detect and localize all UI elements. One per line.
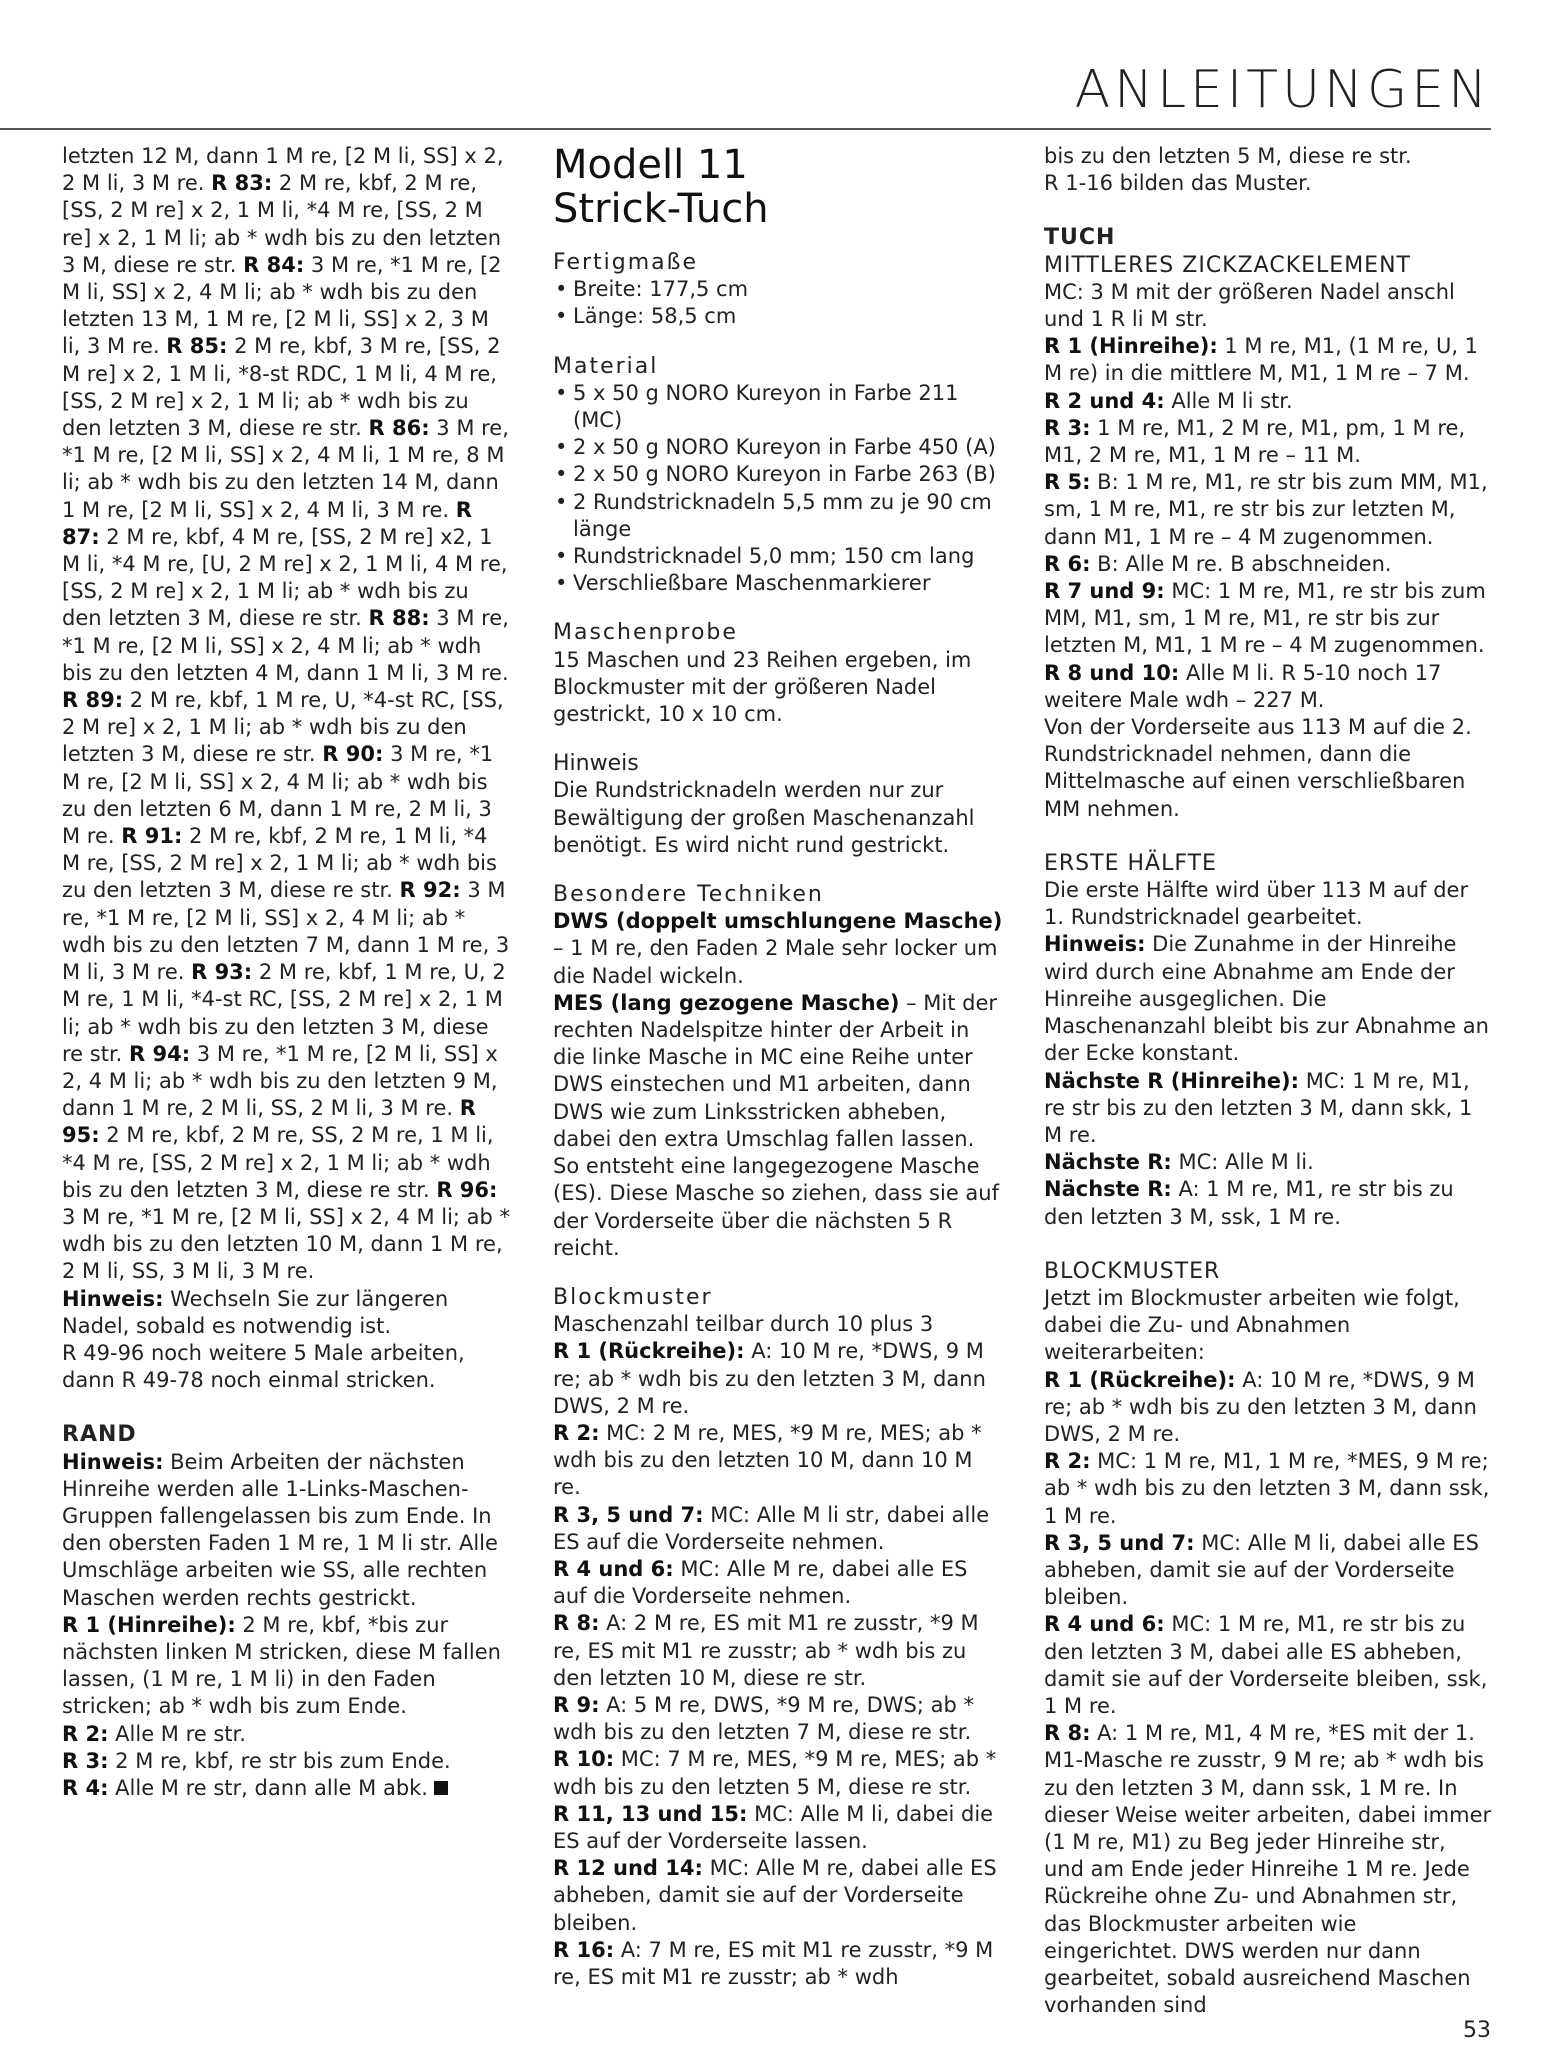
paragraph: Die erste Hälfte wird über 113 M auf der 1. Rundstricknadel gearbeitet.: [1044, 878, 1469, 930]
bold-label: R 90:: [322, 742, 384, 767]
paragraph: [1044, 333, 1492, 387]
bold-label: Nächste R:: [1044, 1177, 1172, 1202]
list-item: • 2 x 50 g NORO Kureyon in Farbe 450 (A): [553, 434, 1006, 461]
bold-label: MES (lang gezogene Masche): [553, 990, 900, 1015]
bold-label: R 11, 13 und 15:: [553, 1801, 748, 1826]
model-title-line-2: Strick-Tuch: [553, 186, 769, 232]
text-run: MC: 7 M re, MES, *9 M re, MES; ab * wdh bis zu den letzten 5 M, diese re str.: [553, 1747, 997, 1799]
bold-label: R 2:: [553, 1420, 600, 1445]
section-subheading: MITTLERES ZICKZACKELEMENT: [1044, 252, 1411, 278]
paragraph-end: [62, 1775, 512, 1802]
list-item: • Länge: 58,5 cm: [553, 303, 1006, 330]
paragraph: MC: 3 M mit der größeren Nadel anschl und 1 R li M str.: [1044, 279, 1455, 332]
text-run: 1 M re, M1, 2 M re, M1, pm, 1 M re, M1, 2 M re, M1, 1 M re – 11 M.: [1044, 415, 1466, 468]
bold-label: R 7 und 9:: [1044, 579, 1165, 604]
paragraph-text: [62, 1776, 428, 1800]
text-run: MC: 1 M re, M1, 1 M re, *MES, 9 M re; ab * wdh bis zu den letzten 3 M, dann ssk, 1 M re.: [1044, 1449, 1490, 1528]
text-run: Alle M re str.: [108, 1721, 246, 1746]
bold-label: R 85:: [166, 334, 228, 359]
text-run: – Mit der rechten Nadelspitze hinter der Arbeit in die linke Masche in MC eine Reihe unter DWS einstechen und M1 arbeiten, dann DWS wie zum Linksstricken abheben, dabei den extra Umschlag fallen lassen. So entsteht eine langegezogene Masche (ES). Diese Masche so ziehen, dass sie auf der Vorderseite über die nächsten 5 R reicht.: [553, 990, 1000, 1260]
subheading: Blockmuster: [553, 1284, 713, 1310]
paragraph: [62, 1612, 512, 1721]
section-title: ANLEITUNGEN: [1074, 60, 1491, 120]
header-divider: [0, 128, 1491, 130]
text-run: B: 1 M re, M1, re str bis zum MM, M1, sm, 1 M re, M1, re str bis zur letzten M, dann M1, 1 M re – 4 M zugenommen.: [1044, 470, 1488, 549]
bold-label: Nächste R:: [1044, 1150, 1172, 1175]
section-heading: TUCH: [1044, 225, 1116, 251]
bold-label: R 4 und 6:: [553, 1556, 674, 1581]
subheading: Fertigmaße: [553, 250, 699, 275]
material-list: [553, 380, 1006, 598]
paragraph: [553, 1610, 1006, 1692]
text-run: 2 M re, kbf, 2 M re, [SS, 2 M re] x 2, 1 M li, *4 M re, [SS, 2 M re] x 2, 1 M li; ab * wdh bis zu den letzten 3 M, diese re str.: [62, 171, 502, 277]
column-2: [553, 143, 1006, 1991]
fertig-list: [553, 276, 1006, 330]
bold-label: R 95:: [62, 1096, 476, 1148]
bold-label: R 8 und 10:: [1044, 660, 1180, 685]
bold-label: R 88:: [368, 606, 430, 631]
text-run: 3 M re, *1 M re, [2 M li, SS] x 2, 4 M li; ab * wdh bis zu den letzten 10 M, dann 1 M re, 2 M li, SS, 3 M li, 3 M re.: [62, 1204, 511, 1284]
text-run: MC: Alle M li str, dabei alle ES auf die Vorderseite nehmen.: [553, 1502, 990, 1554]
text-run: MC: 1 M re, M1, re str bis zum MM, M1, sm, 1 M re, M1, re str bis zur letzten M, M1, 1 M re – 4 M zugenommen.: [1044, 579, 1486, 658]
text-run: MC: 2 M re, MES, *9 M re, MES; ab * wdh bis zu den letzten 10 M, dann 10 M re.: [553, 1420, 982, 1500]
paragraph: [553, 1746, 1006, 1800]
text-run: 3 M re, *1 M re, [2 M li, SS] x 2, 4 M li; ab * wdh bis zu den letzten 9 M, dann 1 M re, 2 M li, SS, 2 M li, 3 M re.: [62, 1041, 498, 1121]
bold-label: R 9:: [553, 1692, 600, 1717]
text-run: A: 2 M re, ES mit M1 re zusstr, *9 M re, ES mit M1 re zusstr; ab * wdh bis zu den letzten 10 M, diese re str.: [553, 1611, 979, 1690]
text-run: MC: Alle M re, dabei alle ES auf die Vorderseite nehmen.: [553, 1556, 968, 1609]
text-run: 3 M re, *1 M re, [2 M li, SS] x 2, 4 M li; ab * wdh bis zu den letzten 4 M, dann 1 M li, 3 M re.: [62, 606, 509, 685]
section-heading: BLOCKMUSTER: [1044, 1258, 1221, 1284]
end-square-icon: [434, 1781, 448, 1795]
bold-label: Nächste R (Hinreihe):: [1044, 1068, 1300, 1093]
bold-label: R 84:: [243, 252, 305, 277]
paragraph: 15 Maschen und 23 Reihen ergeben, im Blockmuster mit der größeren Nadel gestrickt, 10 x 10 cm.: [553, 647, 972, 727]
subheading: Hinweis: [553, 751, 639, 777]
text-run: A: 10 M re, *DWS, 9 M re; ab * wdh bis zu den letzten 3 M, dann DWS, 2 M re.: [1044, 1367, 1477, 1446]
paragraph: [553, 1801, 1006, 1855]
bold-label: DWS (doppelt umschlungene Masche): [553, 909, 1003, 934]
paragraph: Maschenzahl teilbar durch 10 plus 3: [553, 1312, 934, 1337]
text-run: MC: Alle M li.: [1171, 1150, 1314, 1175]
paragraph: Die Rundstricknadeln werden nur zur Bewältigung der großen Maschenanzahl benötigt. Es wird nicht rund gestrickt.: [553, 778, 975, 857]
bold-label: R 1 (Rückreihe):: [553, 1339, 745, 1364]
bold-label: R 2:: [1044, 1449, 1091, 1474]
text-run: 3 M re, *1 M re, [2 M li, SS] x 2, 4 M li; ab * wdh bis zu den letzten 7 M, dann 1 M re, 3 M li, 3 M re.: [62, 878, 510, 985]
paragraph: [1044, 660, 1492, 714]
bold-label: R 10:: [553, 1747, 615, 1772]
bold-label: Hinweis:: [1044, 932, 1146, 957]
bold-label: R 3:: [62, 1748, 109, 1773]
paragraph: [1044, 1149, 1492, 1176]
bold-label: Hinweis:: [62, 1449, 164, 1474]
list-item: • Breite: 177,5 cm: [553, 276, 1006, 303]
paragraph: [553, 908, 1006, 990]
subheading: Besondere Techniken: [553, 882, 824, 908]
bold-label: R 1 (Hinreihe):: [62, 1612, 236, 1637]
paragraph: [1044, 415, 1492, 469]
text-run: 2 M re, kbf, 4 M re, [SS, 2 M re] x2, 1 M li, *4 M re, [U, 2 M re] x 2, 1 M li, 4 M re, [SS, 2 M re] x 2, 1 M li; ab * wdh bis zu den letzten 3 M, diese re str.: [62, 524, 508, 631]
text-run: 2 M re, kbf, 1 M re, U, *4-st RC, [SS, 2 M re] x 2, 1 M li; ab * wdh bis zu den letzten 3 M, diese re str.: [62, 688, 504, 767]
text-run: A: 5 M re, DWS, *9 M re, DWS; ab * wdh bis zu den letzten 7 M, diese re str.: [553, 1692, 974, 1745]
bold-label: R 93:: [191, 960, 253, 985]
bold-label: R 96:: [436, 1177, 498, 1202]
text-run: A: 1 M re, M1, 4 M re, *ES mit der 1. M1-Masche re zusstr, 9 M re; ab * wdh bis zu den letzten 3 M, dann ssk, 1 M re. In dieser Weise weiter arbeiten, dabei immer (1 M re, M1) zu Beg jeder Hinreihe str, und am Ende jeder Hinreihe 1 M re. Jede Rückreihe ohne Zu- und Abnahmen str, das Blockmuster arbeiten wie eingerichtet. DWS werden nur dann gearbeitet, sobald ausreichend Maschen vorhanden sind: [1044, 1721, 1492, 2018]
model-title: [553, 143, 1006, 231]
paragraph: [1044, 578, 1492, 660]
text-run: MC: Alle M li, dabei die ES auf der Vorderseite lassen.: [553, 1801, 994, 1853]
paragraph: [553, 1556, 1006, 1610]
bold-label: R 92:: [399, 878, 461, 903]
bold-label: R 16:: [553, 1937, 615, 1962]
paragraph: [1044, 469, 1492, 551]
text-run: – 1 M re, den Faden 2 Male sehr locker um die Nadel wickeln.: [553, 936, 998, 988]
paragraph: [62, 143, 512, 687]
paragraph: [1044, 388, 1492, 415]
text-run: MC: Alle M li, dabei alle ES abheben, damit sie auf der Vorderseite bleiben.: [1044, 1530, 1479, 1610]
text-run: Beim Arbeiten der nächsten Hinreihe werden alle 1-Links-Maschen-Gruppen fallengelassen bis zum Ende. In den obersten Faden 1 M re, 1 M li str. Alle Umschläge arbeiten wie SS, alle rechten Maschen werden rechts gestrickt.: [62, 1449, 498, 1610]
paragraph: [1044, 1530, 1492, 1612]
paragraph: [553, 1937, 1006, 1991]
paragraph: bis zu den letzten 5 M, diese re str.: [1044, 144, 1412, 168]
text-run: Alle M li. R 5-10 noch 17 weitere Male wdh – 227 M.: [1044, 660, 1442, 712]
bold-label: R 91:: [121, 824, 183, 849]
text-run: MC: Alle M re, dabei alle ES abheben, damit sie auf der Vorderseite bleiben.: [553, 1856, 997, 1935]
bold-label: R 4 und 6:: [1044, 1612, 1165, 1637]
bold-label: R 3:: [1044, 415, 1091, 440]
text-run: A: 1 M re, M1, re str bis zu den letzten 3 M, ssk, 1 M re.: [1044, 1177, 1454, 1229]
bold-label: R 4:: [62, 1775, 109, 1800]
paragraph: [553, 1855, 1006, 1937]
text-run: 2 M re, kbf, re str bis zum Ende.: [108, 1748, 451, 1773]
list-item: • 2 x 50 g NORO Kureyon in Farbe 263 (B): [553, 461, 1006, 488]
text-run: 2 M re, kbf, 3 M re, [SS, 2 M re] x 2, 1 M li, *8-st RDC, 1 M li, 4 M re, [SS, 2 M re] x 2, 1 M li; ab * wdh bis zu den letzten 3 M, diese re str.: [62, 334, 501, 441]
bold-label: R 94:: [129, 1041, 191, 1066]
bold-label: R 5:: [1044, 470, 1091, 495]
section-heading: RAND: [62, 1422, 137, 1448]
paragraph: [62, 1449, 512, 1612]
bold-label: R 8:: [1044, 1721, 1091, 1746]
paragraph: [1044, 1367, 1492, 1449]
paragraph: R 49-96 noch weitere 5 Male arbeiten, dann R 49-78 noch einmal stricken.: [62, 1340, 465, 1393]
bold-label: R 3, 5 und 7:: [553, 1502, 704, 1527]
paragraph: [1044, 1448, 1492, 1530]
bold-label: R 89:: [62, 688, 124, 713]
list-item: • Verschließbare Maschenmarkierer: [553, 570, 1006, 597]
text-run: 2 M re, kbf, 2 M re, SS, 2 M re, 1 M li, *4 M re, [SS, 2 M re] x 2, 1 M li; ab * wdh bis zu den letzten 3 M, diese re str.: [62, 1123, 494, 1202]
paragraph: [62, 1721, 512, 1748]
bold-label: R 1 (Rückreihe):: [1044, 1367, 1236, 1392]
column-1: [62, 143, 512, 1802]
bold-label: R 6:: [1044, 551, 1091, 576]
paragraph: [553, 1338, 1006, 1420]
text-run: MC: 1 M re, M1, re str bis zu den letzten 3 M, dabei alle ES abheben, damit sie auf der Vorderseite bleiben, ssk, 1 M re.: [1044, 1612, 1488, 1718]
text-run: 2 M re, kbf, *bis zur nächsten linken M stricken, diese M fallen lassen, (1 M re, 1 M li) in den Faden stricken; ab * wdh bis zum Ende.: [62, 1612, 501, 1719]
text-run: Die Zunahme in der Hinreihe wird durch eine Abnahme am Ende der Hinreihe ausgeglichen. Die Maschenanzahl bleibt bis zur Abnahme an der Ecke konstant.: [1044, 932, 1489, 1066]
text-run: 3 M re, *1 M re, [2 M li, SS] x 2, 4 M li; ab * wdh bis zu den letzten 13 M, 1 M re, [2 M li, SS] x 2, 3 M li, 3 M re.: [62, 252, 502, 359]
text-run: Wechseln Sie zur längeren Nadel, sobald es notwendig ist.: [62, 1286, 449, 1338]
bold-label: R 3, 5 und 7:: [1044, 1530, 1195, 1555]
bold-label: R 1 (Hinreihe):: [1044, 334, 1218, 359]
paragraph: R 1-16 bilden das Muster.: [1044, 171, 1312, 196]
bold-label: Hinweis:: [62, 1286, 164, 1311]
text-run: 2 M re, kbf, 1 M re, U, 2 M re, 1 M li, *4-st RC, [SS, 2 M re] x 2, 1 M li; ab * wdh bis zu den letzten 3 M, diese re str.: [62, 960, 506, 1066]
paragraph: [62, 1748, 512, 1775]
bold-label: R 2 und 4:: [1044, 388, 1165, 413]
bold-label: R 86:: [368, 416, 430, 441]
text-run: 3 M re, *1 M re, [2 M li, SS] x 2, 4 M li; ab * wdh bis zu den letzten 6 M, dann 1 M re, 2 M li, 3 M re.: [62, 742, 494, 849]
paragraph: [553, 1692, 1006, 1746]
paragraph: [62, 1286, 512, 1340]
text-run: A: 10 M re, *DWS, 9 M re; ab * wdh bis zu den letzten 3 M, dann DWS, 2 M re.: [553, 1339, 986, 1418]
paragraph: Jetzt im Blockmuster arbeiten wie folgt, dabei die Zu- und Abnahmen weiterarbeiten:: [1044, 1285, 1460, 1365]
bold-label: R 2:: [62, 1721, 109, 1746]
text-run: letzten 12 M, dann 1 M re, [2 M li, SS] x 2, 2 M li, 3 M re.: [62, 144, 504, 196]
paragraph: [1044, 1176, 1492, 1230]
text-run: Alle M re str, dann alle M abk.: [108, 1775, 428, 1800]
paragraph: Von der Vorderseite aus 113 M auf die 2. Rundstricknadel nehmen, dann die Mittelmasche auf einen verschließbaren MM nehmen.: [1044, 715, 1472, 821]
paragraph: [1044, 1611, 1492, 1720]
bold-label: R 87:: [62, 497, 472, 549]
paragraph: [553, 1420, 1006, 1502]
text-run: B: Alle M re. B abschneiden.: [1090, 551, 1392, 576]
page-number: 53: [1463, 2018, 1491, 2043]
bold-label: R 8:: [553, 1611, 600, 1636]
paragraph: [553, 990, 1006, 1262]
text-run: A: 7 M re, ES mit M1 re zusstr, *9 M re, ES mit M1 re zusstr; ab * wdh: [553, 1937, 994, 1989]
paragraph: [1044, 551, 1492, 578]
bold-label: R 83:: [211, 171, 273, 196]
text-run: Alle M li str.: [1164, 388, 1293, 413]
list-item: • 2 Rundstricknadeln 5,5 mm zu je 90 cm länge: [553, 489, 1006, 543]
bold-label: R 12 und 14:: [553, 1856, 703, 1881]
paragraph: [1044, 1068, 1492, 1150]
text-run: 1 M re, M1, (1 M re, U, 1 M re) in die mittlere M, M1, 1 M re – 7 M.: [1044, 334, 1479, 386]
model-title-line-1: Modell 11: [553, 142, 748, 188]
paragraph: [62, 687, 512, 1285]
text-run: MC: 1 M re, M1, re str bis zu den letzten 3 M, dann skk, 1 M re.: [1044, 1068, 1473, 1147]
list-item: • Rundstricknadel 5,0 mm; 150 cm lang: [553, 543, 1006, 570]
paragraph: [553, 1502, 1006, 1556]
paragraph: [1044, 1720, 1492, 2019]
column-3: [1044, 143, 1492, 2019]
text-run: 3 M re, *1 M re, [2 M li, SS] x 2, 4 M li, 1 M re, 8 M li; ab * wdh bis zu den letzten 14 M, dann 1 M re, [2 M li, SS] x 2, 4 M li, 3 M re.: [62, 416, 509, 522]
subheading: Material: [553, 353, 659, 379]
list-item: • 5 x 50 g NORO Kureyon in Farbe 211 (MC): [553, 380, 1006, 434]
text-run: 2 M re, kbf, 2 M re, 1 M li, *4 M re, [SS, 2 M re] x 2, 1 M li; ab * wdh bis zu den letzten 3 M, diese re str.: [62, 824, 497, 903]
paragraph: [1044, 931, 1492, 1067]
section-heading: ERSTE HÄLFTE: [1044, 850, 1217, 876]
subheading: Maschenprobe: [553, 620, 738, 646]
